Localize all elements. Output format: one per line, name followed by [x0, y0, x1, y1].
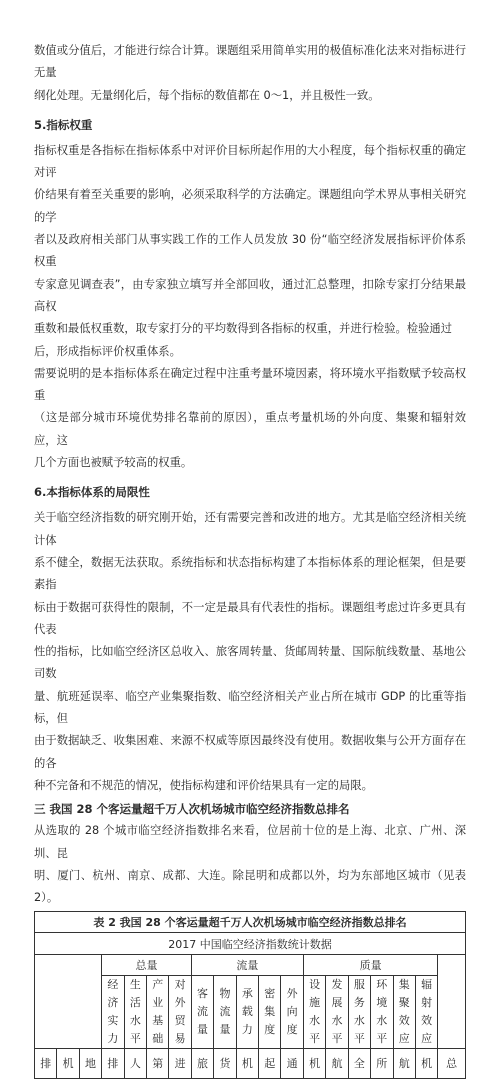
text-line: （这是部分城市环境优势排名靠前的原因），重点考量机场的外向度、集聚和辐射效应，这 [34, 411, 466, 447]
table-caption: 表 2 我国 28 个客运量超千万人次机场城市临空经济指数总排名 [35, 912, 466, 933]
text-line: 需要说明的是本指标体系在确定过程中注重考量环境因素，将环境水平指数赋予较高权重 [34, 366, 466, 403]
table-cell: 排 [35, 1049, 57, 1079]
column-header: 经济实力 [102, 976, 124, 1049]
intro-paragraph [34, 40, 466, 107]
column-header: 集聚效应 [393, 976, 415, 1049]
column-header: 产业基础 [147, 976, 169, 1049]
table-cell: 排 [102, 1049, 124, 1079]
text-line: 者以及政府相关部门从事实践工作的工作人员发放 30 份“临空经济发展指标评价体系权重 [34, 233, 466, 269]
table-cell: 总 [438, 1049, 466, 1079]
table-cell: 起 [259, 1049, 281, 1079]
text-line: 量、航班延误率、临空产业集聚指数、临空经济相关产业占所在城市 GDP 的比重等指标，但 [34, 689, 466, 726]
table-cell: 所 [371, 1049, 393, 1079]
column-header: 对外贸易 [169, 976, 191, 1049]
section-heading-limitations: 6.本指标体系的局限性 [34, 485, 150, 500]
text-line: 几个方面也被赋予较高的权重。 [34, 456, 193, 470]
text-line: 后，形成指标评价权重体系。 [34, 344, 181, 358]
section-title-ranking: 三 我国 28 个客运量超千万人次机场城市临空经济指数总排名 [34, 802, 350, 817]
section-heading-weights: 5.指标权重 [34, 117, 93, 132]
text-line: 关于临空经济指数的研究刚开始，还有需要完善和改进的地方。尤其是临空经济相关统计体 [34, 511, 466, 547]
column-header: 服务水平 [348, 976, 370, 1049]
weights-paragraph-2 [34, 363, 466, 474]
column-header: 发展水平 [326, 976, 348, 1049]
table-subtitle: 2017 中国临空经济指数统计数据 [35, 933, 466, 955]
column-header: 辐射效应 [415, 976, 437, 1049]
column-header: 外向度 [281, 976, 303, 1049]
table-cell: 全 [348, 1049, 370, 1079]
table-cell: 机 [236, 1049, 258, 1079]
limitations-paragraph [34, 507, 466, 797]
table-cell: 第 [147, 1049, 169, 1079]
table-cell: 航 [326, 1049, 348, 1079]
text-line: 价结果有着至关重要的影响，必须采取科学的方法确定。课题组向学术界从事相关研究的学 [34, 188, 466, 224]
index-table [34, 911, 466, 1079]
text-line: 指标权重是各指标在指标体系中对评价目标所起作用的大小程度，每个指标权重的确定对评 [34, 143, 466, 180]
text-line: 由于数据缺乏、收集困难、来源不权威等原因最终没有使用。数据收集与公开方面存在的各 [34, 734, 466, 770]
text-line: 纲化处理。无量纲化后，每个指标的数值都在 0～1，并且极性一致。 [34, 88, 380, 102]
text-line: 明、厦门、杭州、南京、成都、大连。除昆明和成都以外，均为东部地区城市（见表 2）。 [34, 868, 466, 905]
text-line: 种不完备和不规范的情况，使指标构建和评价结果具有一定的局限。 [34, 778, 373, 792]
text-line: 从选取的 28 个城市临空经济指数排名来看，位居前十位的是上海、北京、广州、深圳、昆 [34, 824, 466, 860]
group-header-total: 总量 [102, 955, 192, 976]
table-cell: 地 [79, 1049, 101, 1079]
column-header: 设施水平 [303, 976, 325, 1049]
text-line: 系不健全，数据无法获取。系统指标和状态指标构建了本指标体系的理论框架，但是要素指 [34, 555, 466, 592]
table-cell: 机 [415, 1049, 437, 1079]
text-line: 重数和最低权重数，取专家打分的平均数得到各指标的权重，并进行检验。检验通过 [34, 322, 452, 336]
column-header: 密集度 [259, 976, 281, 1049]
column-header: 物流量 [214, 976, 236, 1049]
column-header: 环境水平 [371, 976, 393, 1049]
table-cell: 进 [169, 1049, 191, 1079]
document-page [34, 40, 466, 1079]
text-line: 标由于数据可获得性的限制，不一定是最具有代表性的指标。课题组考虑过许多更具有代表 [34, 600, 466, 636]
table-blank-cell [438, 955, 466, 1049]
table-cell: 通 [281, 1049, 303, 1079]
column-header: 承载力 [236, 976, 258, 1049]
group-header-flow: 流量 [191, 955, 303, 976]
text-line: 数值或分值后，才能进行综合计算。课题组采用简单实用的极值标准化法来对指标进行无量 [34, 44, 466, 80]
table-blank-cell [35, 955, 102, 1049]
table-cell: 机 [57, 1049, 79, 1079]
column-header: 生活水平 [124, 976, 146, 1049]
table-cell: 旅 [191, 1049, 213, 1079]
text-line: 专家意见调查表”，由专家独立填写并全部回收，通过汇总整理，扣除专家打分结果最高权 [34, 277, 466, 313]
table-cell: 机 [303, 1049, 325, 1079]
column-header: 客流量 [191, 976, 213, 1049]
ranking-paragraph [34, 820, 466, 909]
table-cell: 人 [124, 1049, 146, 1079]
weights-paragraph-1 [34, 140, 466, 363]
group-header-quality: 质量 [303, 955, 437, 976]
text-line: 性的指标，比如临空经济区总收入、旅客周转量、货邮周转量、国际航线数量、基地公司数 [34, 645, 466, 681]
table-cell: 航 [393, 1049, 415, 1079]
table-cell: 货 [214, 1049, 236, 1079]
